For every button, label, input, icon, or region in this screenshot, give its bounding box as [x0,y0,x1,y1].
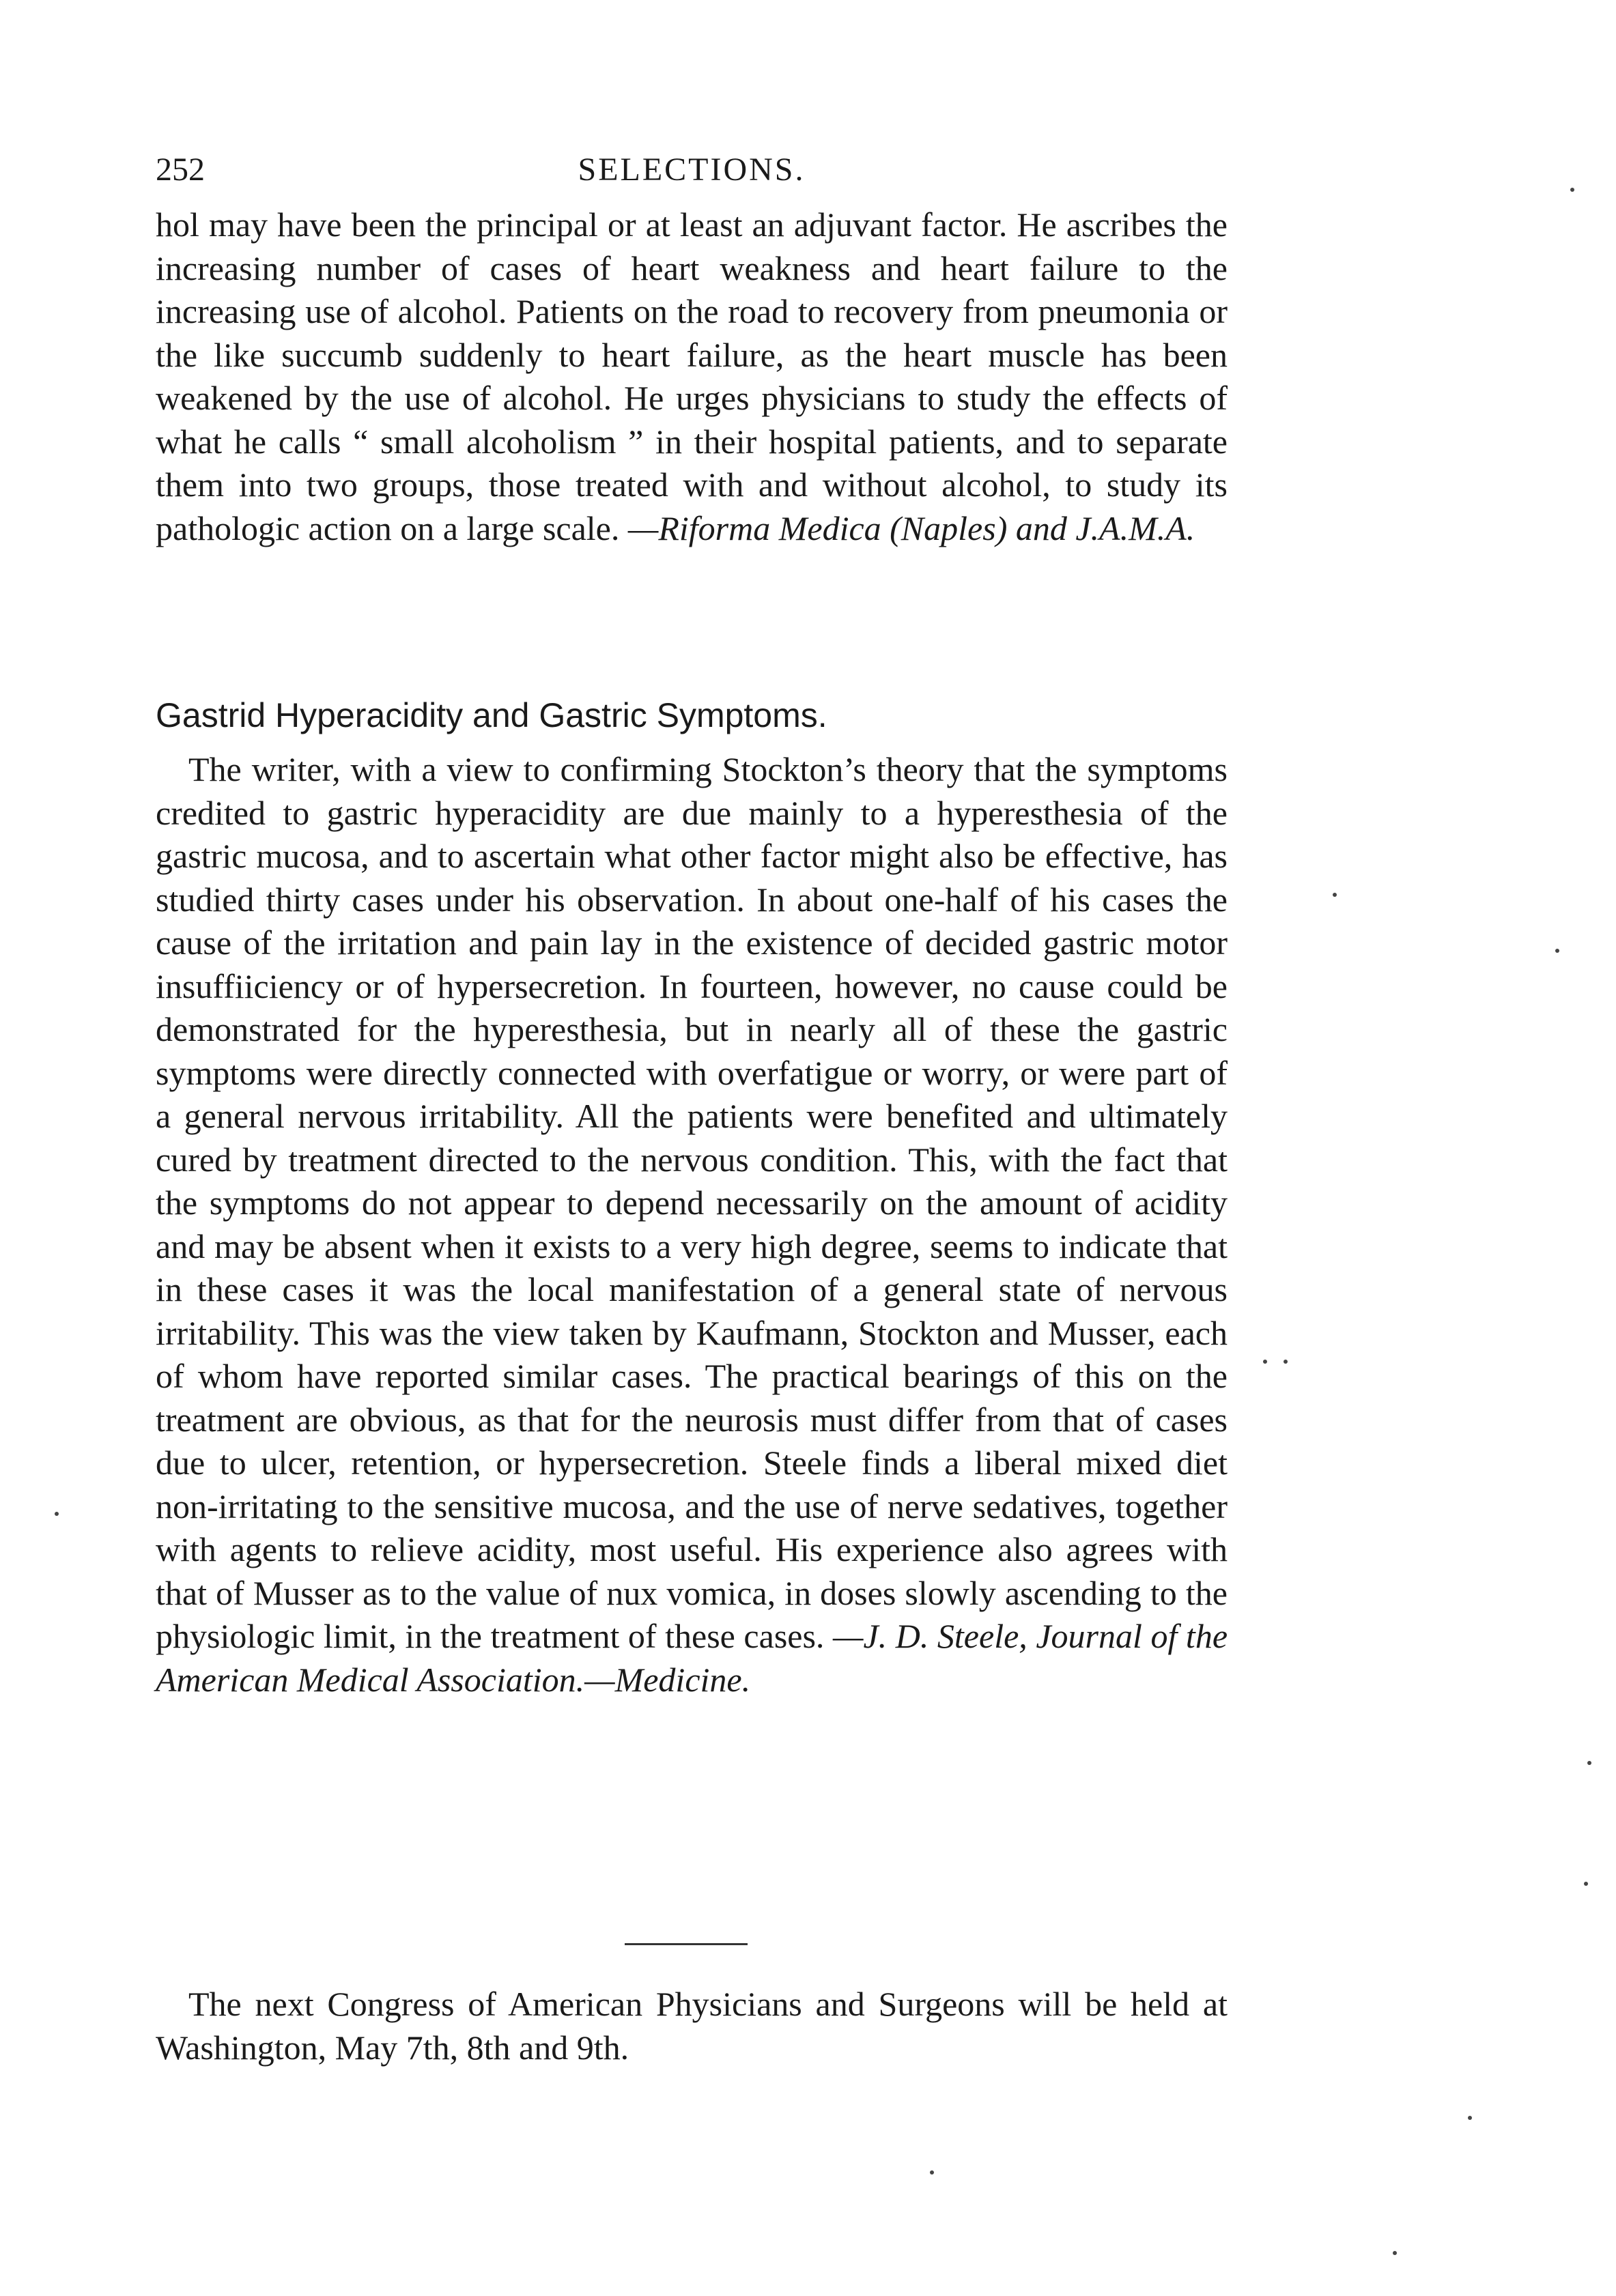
scan-speck [1333,893,1337,897]
article-body [156,748,1228,1702]
running-head [156,146,1228,194]
article-text: The writer, with a view to confirming Stockton’s theory that the symptoms credited to gastric hyperacidity are due mainly to a hyperesthesia of the gastric mucosa, and to ascertain what other factor might also be effective, has studied thirty cases under his observation. In about one-half of his cases the cause of the irritation and pain lay in the existence of decided gastric motor insuffiiciency or of hypersecretion. In fourteen, however, no cause could be demonstrated for the hyperesthesia, but in nearly all of these the gastric symptoms were directly connected with overfatigue or worry, or were part of a general nervous irritability. All the patients were benefited and ultimately cured by treatment directed to the nervous condition. This, with the fact that the symptoms do not appear to depend necessarily on the amount of acidity and may be absent when it exists to a very high degree, seems to indicate that in these cases it was the local manifestation of a general state of nervous irritability. This was the view taken by Kaufmann, Stockton and Musser, each of whom have reported similar cases. The practical bearings of this on the treatment are obvious, as that for the neurosis must differ from that of cases due to ulcer, retention, or hypersecretion. Steele finds a liberal mixed diet non-irritating to the sensitive mucosa, and the use of nerve sedatives, together with agents to relieve acidity, most useful. His experience also agrees with that of Musser as to the value of nux vomica, in doses slowly ascending to the physiologic limit, in the treatment of these cases. [156,750,1228,1655]
section-divider [625,1943,748,1945]
scan-speck [1468,2116,1472,2120]
continued-article-text: hol may have been the principal or at least an adjuvant factor. He ascribes the increasing number of cases of heart weakness and heart failure to the increasing use of alcohol. Patients on the road to recovery from pneumonia or the like succumb suddenly to heart failure, as the heart muscle has been weakened by the use of alcohol. He urges physicians to study the effects of what he calls “ small alcoholism ” in their hospital patients, and to separate them into two groups, those treated with and without alcohol, to study its pathologic action on a large scale. [156,205,1228,547]
running-title: SELECTIONS. [578,152,806,188]
scan-speck [1284,1360,1288,1364]
notice [156,1983,1228,2069]
notice-paragraph [156,1983,1228,2069]
continued-article-citation: —Riforma Medica (Naples) and J.A.M.A. [627,508,1195,547]
article-citation: —J. D. Steele, Journal of the American Medical Association.—Medicine. [156,1617,1228,1699]
page-number: 252 [156,152,205,188]
article-paragraph [156,748,1228,1702]
continued-paragraph [156,203,1228,550]
scan-speck [930,2170,934,2175]
scan-speck [1587,1761,1591,1765]
continued-article [156,203,1228,550]
scan-speck [1555,949,1559,953]
scan-speck [1584,1882,1588,1886]
scan-speck [1263,1360,1267,1364]
scan-speck [1570,188,1574,192]
notice-text: The next Congress of American Physicians and Surgeons will be held at Washington, May 7th, 8th and 9th. [156,1985,1228,2067]
scan-speck [1393,2251,1397,2255]
scan-speck [55,1512,59,1516]
article-heading: Gastrid Hyperacidity and Gastric Symptoms. [156,696,827,734]
